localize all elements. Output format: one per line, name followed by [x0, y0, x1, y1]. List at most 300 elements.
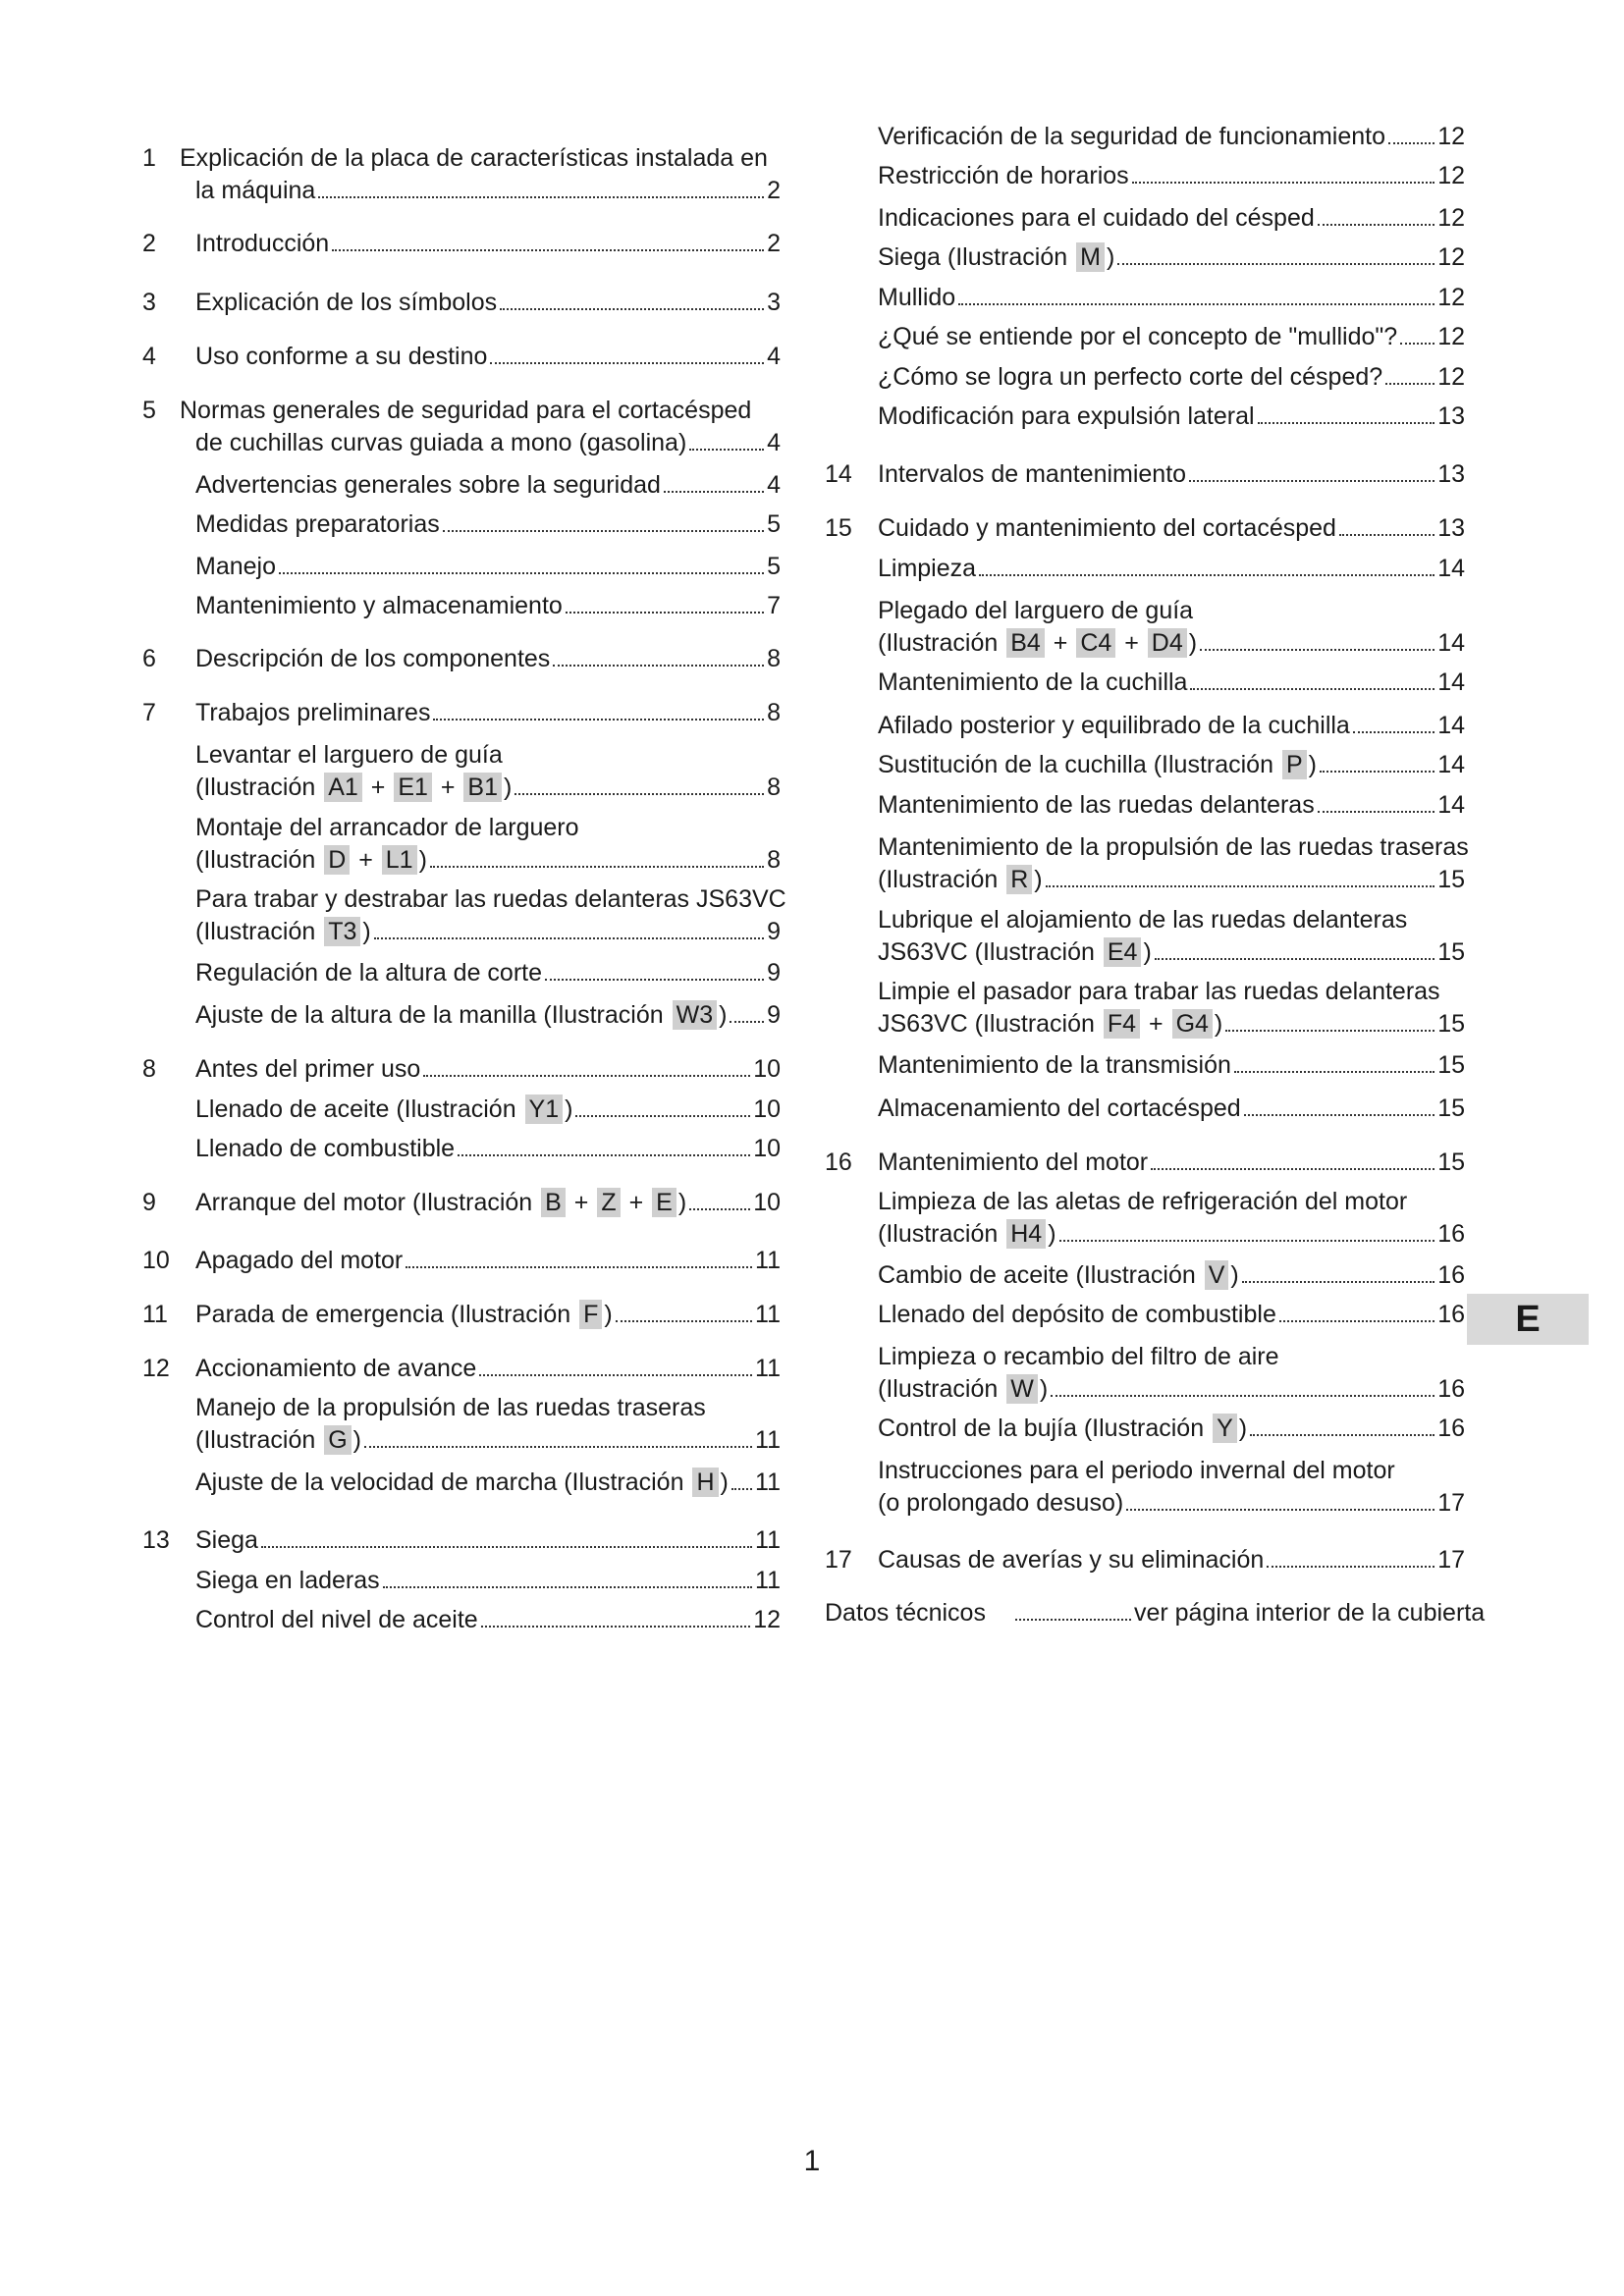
entry-title: Manejo: [195, 553, 276, 580]
entry-title: ¿Qué se entiende por el concepto de "mullido"?: [878, 323, 1398, 350]
page-ref: 16: [1437, 1261, 1465, 1289]
entry-title: Arranque del motor (Ilustración: [195, 1189, 540, 1216]
entry-title: Restricción de horarios: [878, 162, 1129, 189]
toc-line: [142, 590, 781, 622]
figure-ref: W3: [673, 1000, 718, 1030]
toc-line: [825, 1597, 1486, 1629]
page-ref: 17: [1437, 1546, 1465, 1574]
entry-title: Lubrique el alojamiento de las ruedas delanteras: [878, 906, 1408, 934]
toc-line: [142, 175, 781, 207]
page-ref: 10: [753, 1189, 781, 1216]
entry-title: Almacenamiento del cortacésped: [878, 1095, 1241, 1122]
toc-chapter: [142, 1245, 781, 1277]
toc-line: (Ilustración B4 + C4 + D4 ) 14: [825, 627, 1465, 660]
toc-line: [142, 142, 781, 175]
entry-title: Verificación de la seguridad de funcionamiento: [878, 123, 1386, 150]
toc-chapter: [142, 643, 781, 675]
leader-dots: [430, 866, 764, 868]
leader-dots: [1015, 1619, 1131, 1621]
toc-subsection: [825, 1455, 1465, 1520]
entry-title: (Ilustración: [195, 774, 323, 801]
page-ref: 9: [767, 918, 781, 945]
toc-line: [825, 321, 1465, 353]
toc-subsection: [825, 202, 1465, 235]
leader-dots: [514, 793, 764, 795]
entry-title: (Ilustración: [878, 866, 1005, 893]
toc-subsection: [142, 1604, 781, 1636]
entry-title: (Ilustración: [878, 1220, 1005, 1248]
toc-subsection: [825, 1186, 1465, 1251]
entry-title: Mantenimiento de la propulsión de las ruedas traseras: [878, 833, 1469, 861]
entry-title: Instrucciones para el periodo invernal del motor: [878, 1457, 1395, 1484]
page-ref: ver página interior de la cubierta: [1133, 1599, 1486, 1627]
toc-line: [142, 1604, 781, 1636]
figure-ref: G4: [1172, 1009, 1213, 1039]
entry-title: (Ilustración: [878, 629, 1005, 657]
page-ref: 11: [755, 1468, 781, 1496]
figure-ref: M: [1076, 242, 1105, 272]
entry-title: Apagado del motor: [195, 1247, 404, 1274]
leader-dots: [575, 1115, 750, 1117]
leader-dots: [1279, 1320, 1435, 1322]
figure-ref: W: [1006, 1374, 1038, 1404]
leader-dots: [1242, 1281, 1435, 1283]
entry-title: (Ilustración: [195, 846, 323, 874]
page-ref: 11: [755, 1426, 781, 1454]
entry-title: Ajuste de la altura de la manilla (Ilustración: [195, 1001, 671, 1029]
toc-line: (Ilustración A1 + E1 + B1 ) 8: [142, 772, 781, 804]
entry-title: Siega: [195, 1526, 258, 1554]
entry-title: (Ilustración: [195, 918, 323, 945]
toc-line: [825, 789, 1465, 822]
toc-line: [825, 710, 1465, 742]
leader-dots: [1400, 343, 1435, 345]
toc-line: (Ilustración W ) 16: [825, 1373, 1465, 1406]
entry-title: Mantenimiento y almacenamiento: [195, 592, 563, 619]
page-ref: 5: [767, 553, 781, 580]
toc-line: Ajuste de la altura de la manilla (Ilustración W3 ) 9: [142, 999, 781, 1032]
toc-subsection: [825, 904, 1465, 969]
toc-line: Control de la bujía (Ilustración Y ) 16: [825, 1413, 1465, 1445]
entry-title: Llenado de combustible: [195, 1135, 456, 1162]
figure-ref: Z: [597, 1188, 620, 1217]
toc-subsection: [142, 999, 781, 1032]
figure-ref: E4: [1104, 937, 1142, 967]
entry-title: Uso conforme a su destino: [195, 343, 488, 370]
chapter-number: 15: [825, 514, 852, 542]
chapter-number: 4: [142, 343, 156, 370]
page-ref: 4: [767, 471, 781, 499]
leader-dots: [423, 1075, 750, 1077]
toc-line: Llenado de aceite (Ilustración Y1 ) 10: [142, 1094, 781, 1126]
toc-chapter: [825, 1147, 1465, 1179]
page-ref: 12: [1437, 123, 1465, 150]
leader-dots: [1151, 1168, 1435, 1170]
toc-subsection: [142, 469, 781, 502]
toc-subsection: [142, 1467, 781, 1499]
leader-dots: [1250, 1434, 1435, 1436]
page-ref: 14: [1437, 555, 1465, 582]
toc-subsection: [142, 551, 781, 583]
toc-line: [825, 1487, 1465, 1520]
toc-line: (Ilustración T3 ) 9: [142, 916, 781, 948]
toc-line: [825, 160, 1465, 192]
toc-line: [825, 1341, 1465, 1373]
chapter-number: 8: [142, 1055, 156, 1083]
entry-title: Cuidado y mantenimiento del cortacésped: [878, 514, 1336, 542]
page-ref: 14: [1437, 629, 1465, 657]
leader-dots: [1339, 534, 1435, 536]
page-ref: 2: [767, 230, 781, 257]
language-tab: E: [1467, 1294, 1589, 1345]
entry-title: Llenado de aceite (Ilustración: [195, 1095, 523, 1123]
page-ref: 9: [767, 959, 781, 987]
entry-title: Medidas preparatorias: [195, 510, 440, 538]
entry-title: (Ilustración: [878, 1375, 1005, 1403]
toc-line: (Ilustración H4 ) 16: [825, 1218, 1465, 1251]
leader-dots: [1190, 688, 1435, 690]
entry-title: Limpie el pasador para trabar las ruedas delanteras: [878, 978, 1440, 1005]
toc-subsection: [825, 160, 1465, 192]
entry-title: Descripción de los componentes: [195, 645, 551, 672]
leader-dots: [406, 1266, 752, 1268]
figure-ref: P: [1282, 750, 1307, 779]
leader-dots: [553, 665, 764, 667]
leader-dots: [481, 1626, 751, 1628]
chapter-number: 6: [142, 645, 156, 672]
toc-chapter: [142, 1524, 781, 1557]
entry-title: Mantenimiento de las ruedas delanteras: [878, 791, 1315, 819]
leader-dots: [1318, 224, 1435, 226]
leader-dots: [1051, 1395, 1435, 1397]
toc-line: [825, 1093, 1465, 1125]
leader-dots: [490, 362, 764, 364]
toc-subsection: [825, 241, 1465, 274]
figure-ref: D4: [1148, 628, 1187, 658]
toc-line: [142, 469, 781, 502]
entry-title: Manejo de la propulsión de las ruedas traseras: [195, 1394, 706, 1421]
leader-dots: [1046, 885, 1435, 887]
leader-dots: [566, 612, 764, 614]
toc-subsection: [825, 1413, 1465, 1445]
leader-dots: [1155, 958, 1435, 960]
toc-line: [825, 202, 1465, 235]
entry-title: Ajuste de la velocidad de marcha (Ilustración: [195, 1468, 691, 1496]
page-ref: 9: [767, 1001, 781, 1029]
entry-title: Para trabar y destrabar las ruedas delanteras JS63VC: [195, 885, 786, 913]
leader-dots: [1117, 263, 1435, 265]
toc-line: [825, 976, 1465, 1008]
toc-line: [142, 1245, 781, 1277]
entry-title: Siega (Ilustración: [878, 243, 1075, 271]
chapter-number: 11: [142, 1301, 168, 1328]
leader-dots: [1126, 1509, 1435, 1511]
entry-title: Causas de averías y su eliminación: [878, 1546, 1265, 1574]
toc-line: [142, 643, 781, 675]
toc-line: [825, 553, 1465, 585]
chapter-number: 3: [142, 289, 156, 316]
entry-title: Antes del primer uso: [195, 1055, 421, 1083]
leader-dots: [261, 1546, 752, 1548]
entry-title: Afilado posterior y equilibrado de la cuchilla: [878, 712, 1350, 739]
page-ref: 5: [767, 510, 781, 538]
toc-line: Ajuste de la velocidad de marcha (Ilustración H ) 11: [142, 1467, 781, 1499]
page-ref: 12: [1437, 363, 1465, 391]
toc-chapter: [825, 458, 1465, 491]
toc-line: [142, 395, 781, 427]
figure-ref: E1: [394, 773, 432, 802]
page-ref: 11: [755, 1526, 781, 1554]
toc-subsection: [825, 789, 1465, 822]
leader-dots: [500, 308, 764, 310]
leader-dots: [1059, 1240, 1435, 1242]
entry-title: Modificación para expulsión lateral: [878, 402, 1255, 430]
toc-line: Siega (Ilustración M ) 12: [825, 241, 1465, 274]
chapter-number: 9: [142, 1189, 156, 1216]
leader-dots: [1244, 1114, 1435, 1116]
entry-title: (o prolongado desuso): [878, 1489, 1124, 1517]
toc-chapter: [142, 1299, 781, 1331]
entry-title: Sustitución de la cuchilla (Ilustración: [878, 751, 1280, 778]
page-ref: 12: [1437, 162, 1465, 189]
page-number: 1: [803, 2145, 821, 2177]
entry-title: Control de la bujía (Ilustración: [878, 1415, 1212, 1442]
toc-subsection: [825, 710, 1465, 742]
toc-chapter: [142, 228, 781, 260]
entry-title: JS63VC (Ilustración: [878, 938, 1102, 966]
chapter-number: 12: [142, 1355, 170, 1382]
page-ref: 8: [767, 774, 781, 801]
toc-subsection: [825, 321, 1465, 353]
figure-ref: Y1: [525, 1095, 564, 1124]
toc-subsection: [142, 739, 781, 804]
toc-line: [825, 121, 1465, 153]
toc-subsection: [825, 553, 1465, 585]
leader-dots: [458, 1154, 750, 1156]
leader-dots: [1385, 383, 1435, 385]
page-ref: 11: [755, 1247, 781, 1274]
entry-title: Trabajos preliminares: [195, 699, 431, 726]
toc-line: [825, 361, 1465, 394]
figure-ref: F: [579, 1300, 602, 1329]
page-ref: 15: [1437, 866, 1465, 893]
leader-dots: [318, 196, 764, 198]
toc-line: [142, 228, 781, 260]
figure-ref: C4: [1076, 628, 1115, 658]
page-ref: 13: [1437, 514, 1465, 542]
entry-title: Explicación de los símbolos: [195, 289, 498, 316]
toc-line: [142, 883, 786, 916]
page-ref: 2: [767, 177, 781, 204]
toc-chapter: [142, 1353, 781, 1385]
toc-chapter: [142, 1053, 781, 1086]
leader-dots: [1189, 480, 1435, 482]
entry-title: Mantenimiento del motor: [878, 1148, 1149, 1176]
leader-dots: [1234, 1071, 1435, 1073]
entry-title: Advertencias generales sobre la seguridad: [195, 471, 661, 499]
toc-subsection: [142, 590, 781, 622]
leader-dots: [433, 719, 764, 721]
figure-ref: E: [652, 1188, 677, 1217]
toc-line: [142, 1053, 781, 1086]
toc-line: [142, 1133, 781, 1165]
toc-line: [142, 1565, 781, 1597]
entry-title: Mantenimiento de la cuchilla: [878, 668, 1188, 696]
page-ref: 15: [1437, 1095, 1465, 1122]
figure-ref: A1: [324, 773, 362, 802]
figure-ref: B: [541, 1188, 566, 1217]
figure-ref: F4: [1104, 1009, 1140, 1039]
page-ref: 14: [1437, 668, 1465, 696]
toc-line: [825, 400, 1465, 433]
entry-title: Intervalos de mantenimiento: [878, 460, 1187, 488]
toc-line: [142, 508, 781, 541]
leader-dots: [1200, 649, 1435, 651]
toc-subsection: [825, 1299, 1465, 1331]
figure-ref: V: [1205, 1260, 1229, 1290]
toc-chapter: [142, 1187, 781, 1219]
entry-title: Cambio de aceite (Ilustración: [878, 1261, 1203, 1289]
toc-line: [142, 1353, 781, 1385]
toc-line: [142, 697, 781, 729]
toc-subsection: [825, 1049, 1465, 1082]
toc-line: [142, 551, 781, 583]
chapter-number: 7: [142, 699, 156, 726]
page-ref: 10: [753, 1095, 781, 1123]
leader-dots: [958, 303, 1435, 305]
figure-ref: H: [692, 1468, 718, 1497]
entry-title: Accionamiento de avance: [195, 1355, 477, 1382]
page-ref: 16: [1437, 1375, 1465, 1403]
toc-subsection: [825, 121, 1465, 153]
toc-line: (Ilustración R ) 15: [825, 864, 1465, 896]
toc-line: [142, 341, 781, 373]
toc-line: Sustitución de la cuchilla (Ilustración P ) 14: [825, 749, 1465, 781]
page-ref: 14: [1437, 791, 1465, 819]
page-ref: 16: [1437, 1301, 1465, 1328]
page-ref: 17: [1437, 1489, 1465, 1517]
page-ref: 12: [753, 1606, 781, 1633]
entry-title: Mullido: [878, 284, 956, 311]
chapter-number: 17: [825, 1546, 852, 1574]
entry-title: Normas generales de seguridad para el cortacésped: [180, 397, 752, 424]
toc-subsection: [142, 883, 786, 948]
toc-line: [825, 1299, 1465, 1331]
leader-dots: [443, 530, 764, 532]
entry-title: (Ilustración: [195, 1426, 323, 1454]
page-ref: 7: [767, 592, 781, 619]
toc-line: JS63VC (Ilustración E4 ) 15: [825, 936, 1465, 969]
page-ref: 12: [1437, 284, 1465, 311]
toc-line: [825, 1455, 1465, 1487]
toc-subsection: [142, 957, 781, 989]
leader-dots: [545, 979, 764, 981]
toc-chapter: [825, 1544, 1465, 1576]
leader-dots: [1225, 1030, 1435, 1032]
chapter-number: 14: [825, 460, 852, 488]
leader-dots: [279, 572, 764, 574]
toc-subsection: [142, 1392, 781, 1457]
leader-dots: [479, 1374, 752, 1376]
entry-title: Control del nivel de aceite: [195, 1606, 478, 1633]
page-ref: 11: [755, 1301, 781, 1328]
page-ref: 14: [1437, 712, 1465, 739]
entry-title: Montaje del arrancador de larguero: [195, 814, 579, 841]
toc-line: [825, 282, 1465, 314]
figure-ref: R: [1006, 865, 1032, 894]
toc-line: [142, 427, 781, 459]
entry-title: Parada de emergencia (Ilustración: [195, 1301, 578, 1328]
page-ref: 15: [1437, 1010, 1465, 1038]
toc-chapter: [142, 142, 781, 207]
toc-line: [142, 957, 781, 989]
page-ref: 16: [1437, 1220, 1465, 1248]
chapter-number: 1: [142, 144, 156, 172]
leader-dots: [1267, 1566, 1435, 1568]
toc-line: [825, 667, 1465, 699]
entry-title: ¿Cómo se logra un perfecto corte del césped?: [878, 363, 1383, 391]
page-ref: 8: [767, 699, 781, 726]
figure-ref: H4: [1006, 1219, 1046, 1249]
toc-line: (Ilustración D + L1 ) 8: [142, 844, 781, 877]
entry-title: Datos técnicos: [825, 1599, 986, 1627]
toc-chapter: [825, 512, 1465, 545]
figure-ref: T3: [324, 917, 360, 946]
chapter-number: 2: [142, 230, 156, 257]
toc-line: [825, 1049, 1465, 1082]
figure-ref: B4: [1006, 628, 1045, 658]
chapter-number: 10: [142, 1247, 170, 1274]
toc-subsection: [825, 595, 1465, 660]
entry-title: Explicación de la placa de características instalada en: [180, 144, 768, 172]
leader-dots: [1132, 182, 1435, 184]
entry-title: Plegado del larguero de guía: [878, 597, 1194, 624]
page-ref: 11: [755, 1567, 781, 1594]
leader-dots: [616, 1320, 752, 1322]
entry-title: Limpieza: [878, 555, 977, 582]
entry-title: Mantenimiento de la transmisión: [878, 1051, 1231, 1079]
page-ref: 12: [1437, 323, 1465, 350]
toc-line: [142, 739, 781, 772]
chapter-number: 13: [142, 1526, 170, 1554]
page-ref: 13: [1437, 402, 1465, 430]
toc-line: (Ilustración G ) 11: [142, 1424, 781, 1457]
figure-ref: L1: [382, 845, 417, 875]
leader-dots: [1318, 811, 1435, 813]
page-ref: 4: [767, 429, 781, 456]
leader-dots: [689, 449, 764, 451]
toc-chapter: [142, 697, 781, 729]
toc-subsection: [825, 1093, 1465, 1125]
page-ref: 11: [755, 1355, 781, 1382]
leader-dots: [730, 1021, 764, 1023]
toc-line: [825, 831, 1469, 864]
toc-subsection: [825, 667, 1465, 699]
toc-line: [825, 512, 1465, 545]
toc-line: [825, 1544, 1465, 1576]
leader-dots: [979, 574, 1435, 576]
toc-line: JS63VC (Ilustración F4 + G4 ) 15: [825, 1008, 1465, 1041]
toc-line: [825, 904, 1465, 936]
leader-dots: [332, 249, 764, 251]
page-ref: 15: [1437, 938, 1465, 966]
figure-ref: B1: [463, 773, 502, 802]
leader-dots: [383, 1586, 752, 1588]
entry-title: Introducción: [195, 230, 330, 257]
page-ref: 16: [1437, 1415, 1465, 1442]
leader-dots: [1320, 771, 1435, 773]
entry-title: Siega en laderas: [195, 1567, 380, 1594]
